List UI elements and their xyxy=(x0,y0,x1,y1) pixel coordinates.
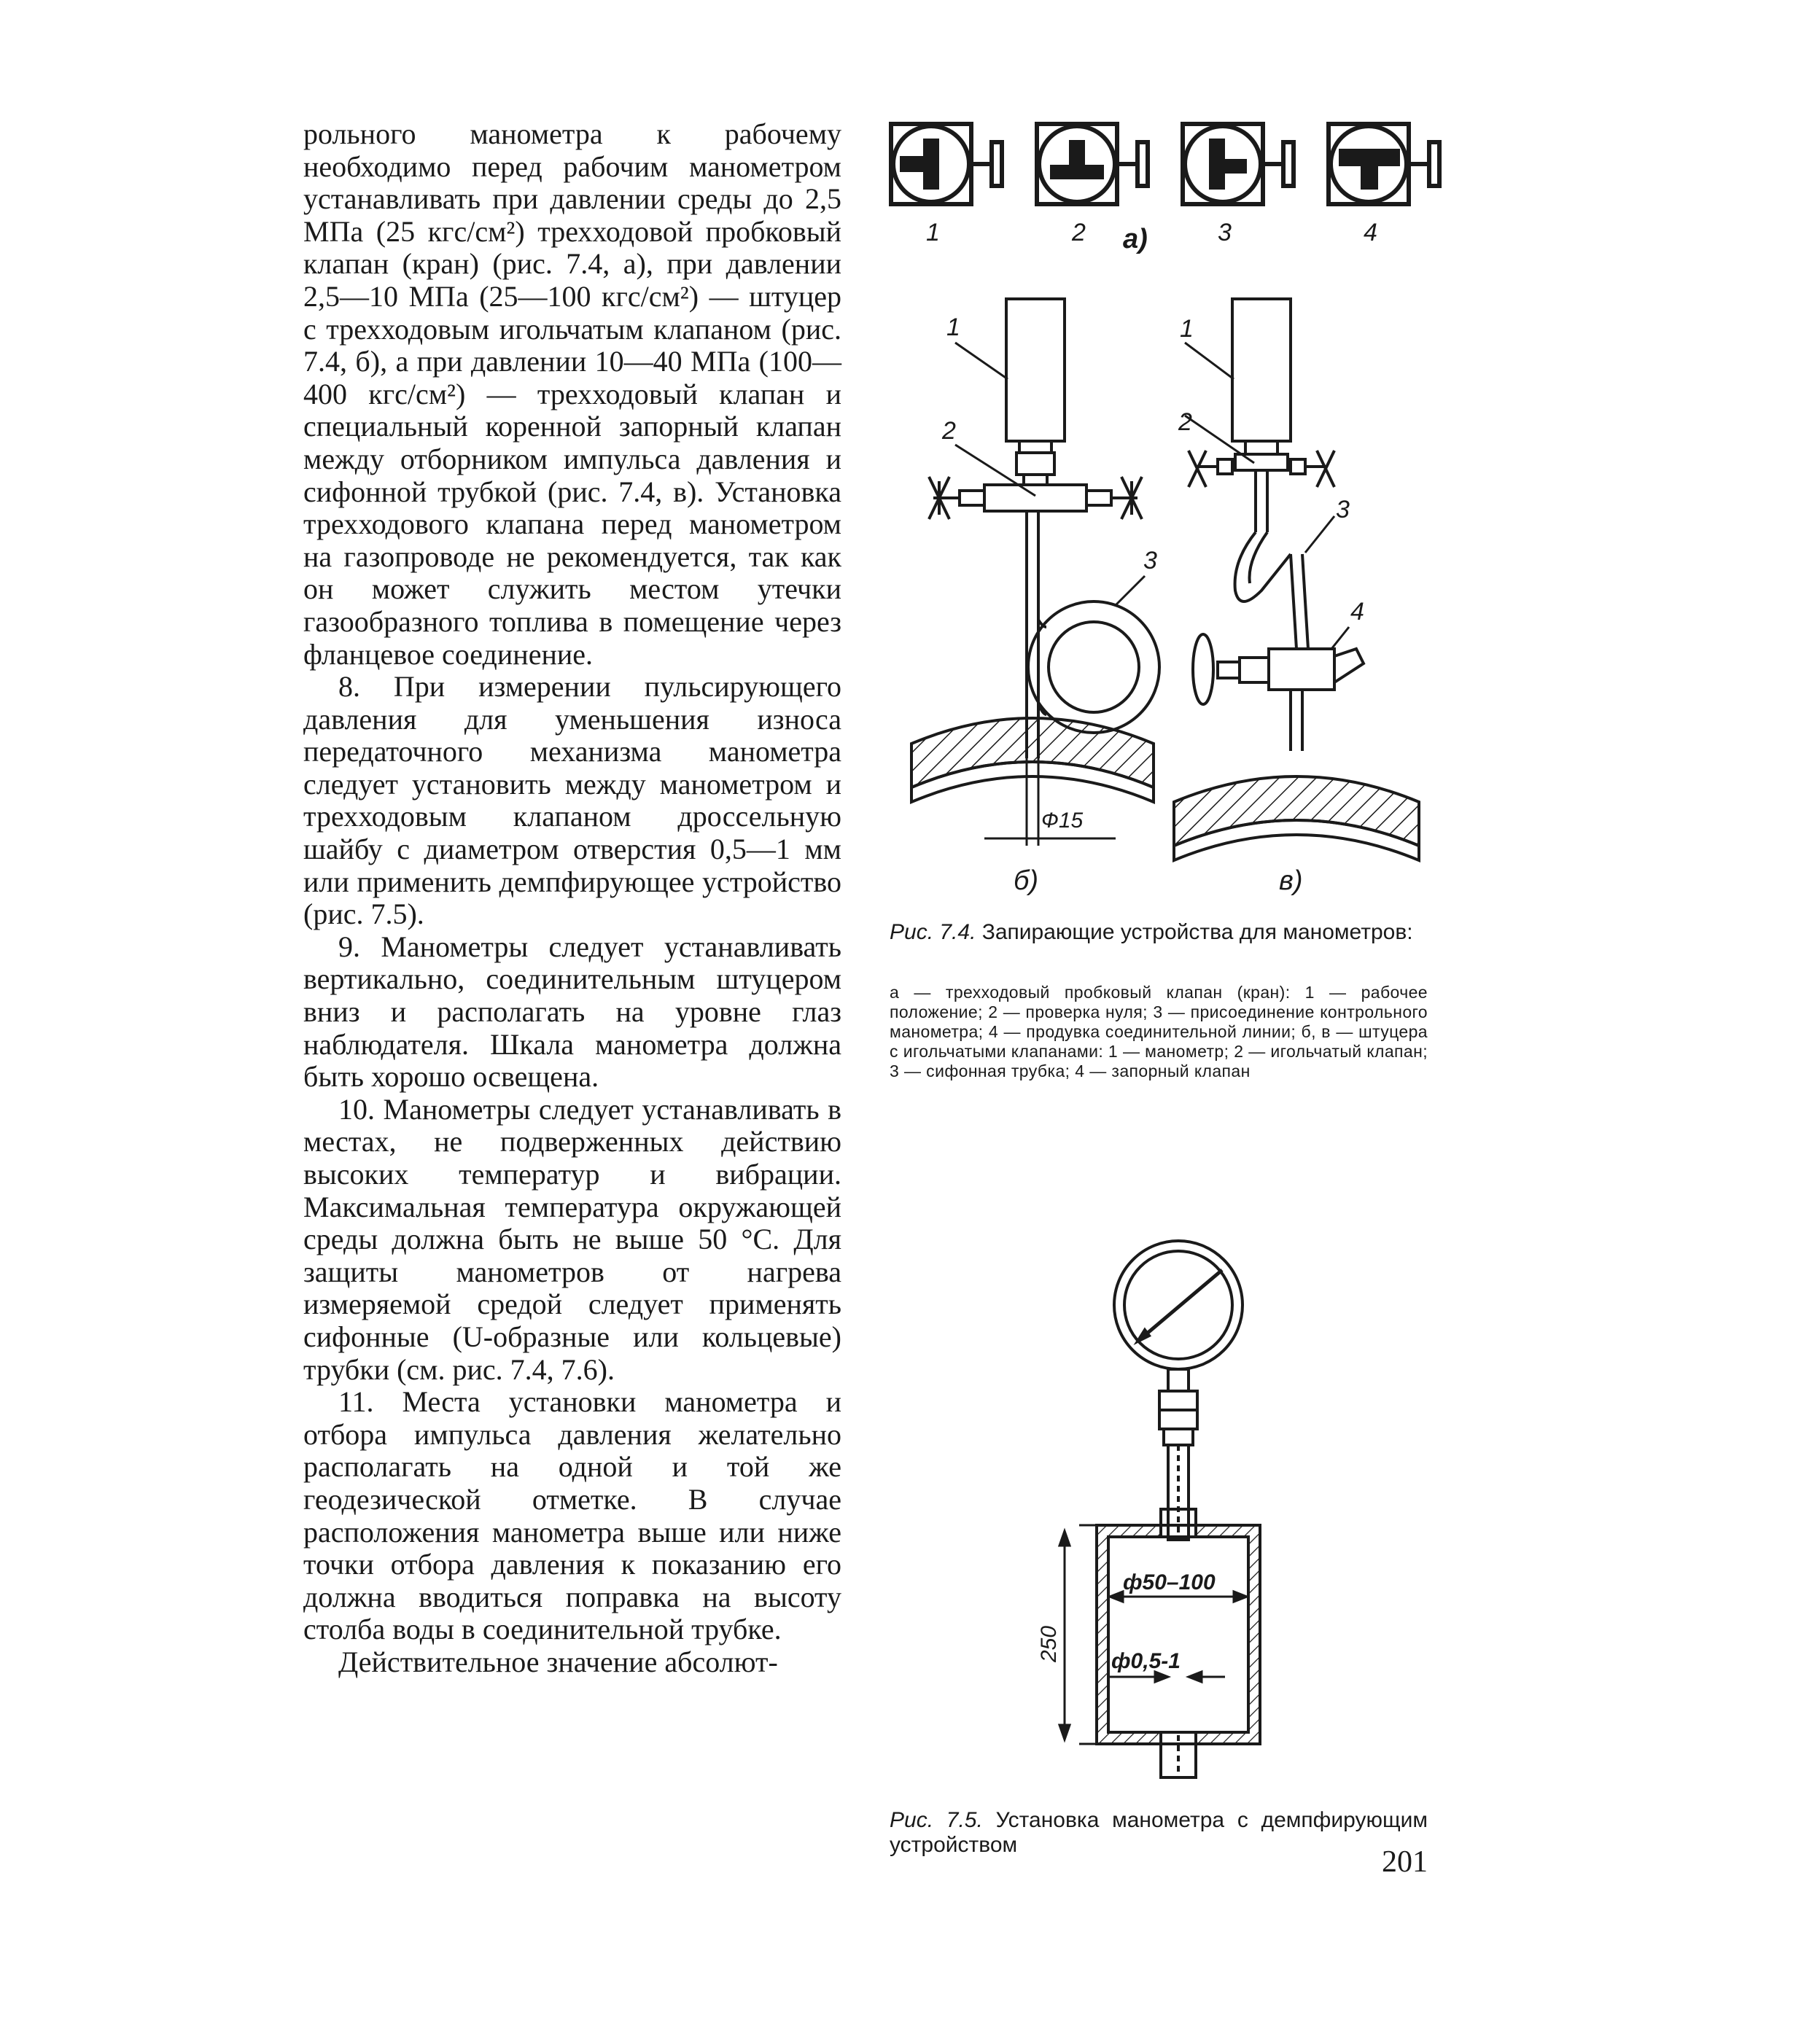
callout-b-1: 1 xyxy=(946,313,960,341)
valve-label-1: 1 xyxy=(926,219,940,246)
callout-v-3: 3 xyxy=(1336,496,1350,523)
valve-position-3-icon xyxy=(1183,124,1294,204)
figure-7-5-caption-text: Установка манометра с демпфирующим устройством xyxy=(890,1808,1428,1857)
valve-label-4: 4 xyxy=(1364,219,1377,246)
figure-7-4-caption-prefix: Рис. 7.4. xyxy=(890,920,976,944)
callout-v-2: 2 xyxy=(1178,408,1192,436)
dimension-phi15: Ф15 xyxy=(1041,809,1084,833)
figure-7-5 xyxy=(1035,1225,1298,1793)
dimension-diameter-50-100: ф50–100 xyxy=(1123,1570,1216,1594)
figure-part-b-label: б) xyxy=(1014,865,1039,896)
body-text-column xyxy=(303,118,841,1679)
paragraph-9: 9. Манометры следует устанавливать вертикально, соединительным штуцером вниз и располагать на уровне глаз наблюдателя. Шкала манометра должна быть хорошо освещена. xyxy=(303,930,841,1094)
valve-label-3: 3 xyxy=(1218,219,1232,246)
valve-position-4-icon xyxy=(1329,124,1439,204)
callout-v-1: 1 xyxy=(1180,315,1194,343)
callout-b-3: 3 xyxy=(1143,547,1157,575)
dimension-orifice: ф0,5-1 xyxy=(1111,1649,1181,1673)
paragraph-11: 11. Места установки манометра и отбора импульса давления желательно располагать на одной и той же геодезической отметке. В случае расположения манометра выше или ниже точки отбора давления к показанию его должна вводиться поправка на высоту столба воды в соединительной трубке. xyxy=(303,1385,841,1646)
paragraph-7-continued: рольного манометра к рабочему необходимо перед рабочим манометром устанавливать при давлении среды до 2,5 МПа (25 кгс/см²) трехходовой пробковый клапан (кран) (рис. 7.4, а), при давлении 2,5—10 МПа (25—100 кгс/см²) — штуцер с трехходовым игольчатым клапаном (рис. 7.4, б), а при давлении 10—40 МПа (100—400 кгс/см²) — трехходовый клапан и специальный коренной запорный клапан между отборником импульса давления и сифонной трубкой (рис. 7.4, в). Установка трехходового клапана перед манометром на газопроводе не рекомендуется, так как он может служить местом утечки газообразного топлива в помещение через фланцевое соединение. xyxy=(303,117,841,671)
valve-position-1-icon xyxy=(891,124,1002,204)
dimension-height-250: 250 xyxy=(1037,1625,1061,1662)
figure-7-4-caption xyxy=(890,920,1428,945)
paragraph-10: 10. Манометры следует устанавливать в местах, не подверженных действию высоких температур и вибрации. Максимальная температура окружающей среды должна быть не выше 50 °С. Для защиты манометров от нагрева измеряемой средой следует применять сифонные (U-образные или кольцевые) трубки (см. рис. 7.4, 7.6). xyxy=(303,1092,841,1386)
figure-7-4-a xyxy=(882,109,1451,270)
page-number: 201 xyxy=(1382,1845,1428,1879)
figure-7-5-caption-prefix: Рис. 7.5. xyxy=(890,1808,983,1832)
figure-part-a-label: а) xyxy=(1123,224,1148,254)
valve-position-2-icon xyxy=(1037,124,1148,204)
figure-7-4-caption-text: Запирающие устройства для манометров: xyxy=(981,920,1413,944)
figure-7-5-caption xyxy=(890,1808,1428,1858)
callout-b-2: 2 xyxy=(942,417,956,445)
figure-part-v-label: в) xyxy=(1279,865,1303,896)
figure-7-4-b xyxy=(897,284,1167,904)
paragraph-12-start: Действительное значение абсолют- xyxy=(338,1645,778,1678)
valve-label-2: 2 xyxy=(1072,219,1086,246)
gauge-1-body xyxy=(1006,299,1065,441)
callout-v-4: 4 xyxy=(1350,598,1364,626)
paragraph-8: 8. При измерении пульсирующего давления для уменьшения износа передаточного механизма манометра следует установить между манометром и трехходовым клапаном дроссельную шайбу с диаметром отверстия 0,5—1 мм или применить демпфирующее устройство (рис. 7.5). xyxy=(303,670,841,931)
gauge-1-body-v xyxy=(1232,299,1291,441)
figure-7-4-v xyxy=(1159,284,1436,904)
figure-7-4-legend: а — трехходовый пробковый клапан (кран): 1 — рабочее положение; 2 — проверка нуля; 3 — присоединение контрольного манометра; 4 — продувка соединительной линии; б, в — штуцера с игольчатыми клапанами: 1 — манометр; 2 — игольчатый клапан; 3 — сифонная трубка; 4 — запорный клапан xyxy=(890,983,1428,1080)
